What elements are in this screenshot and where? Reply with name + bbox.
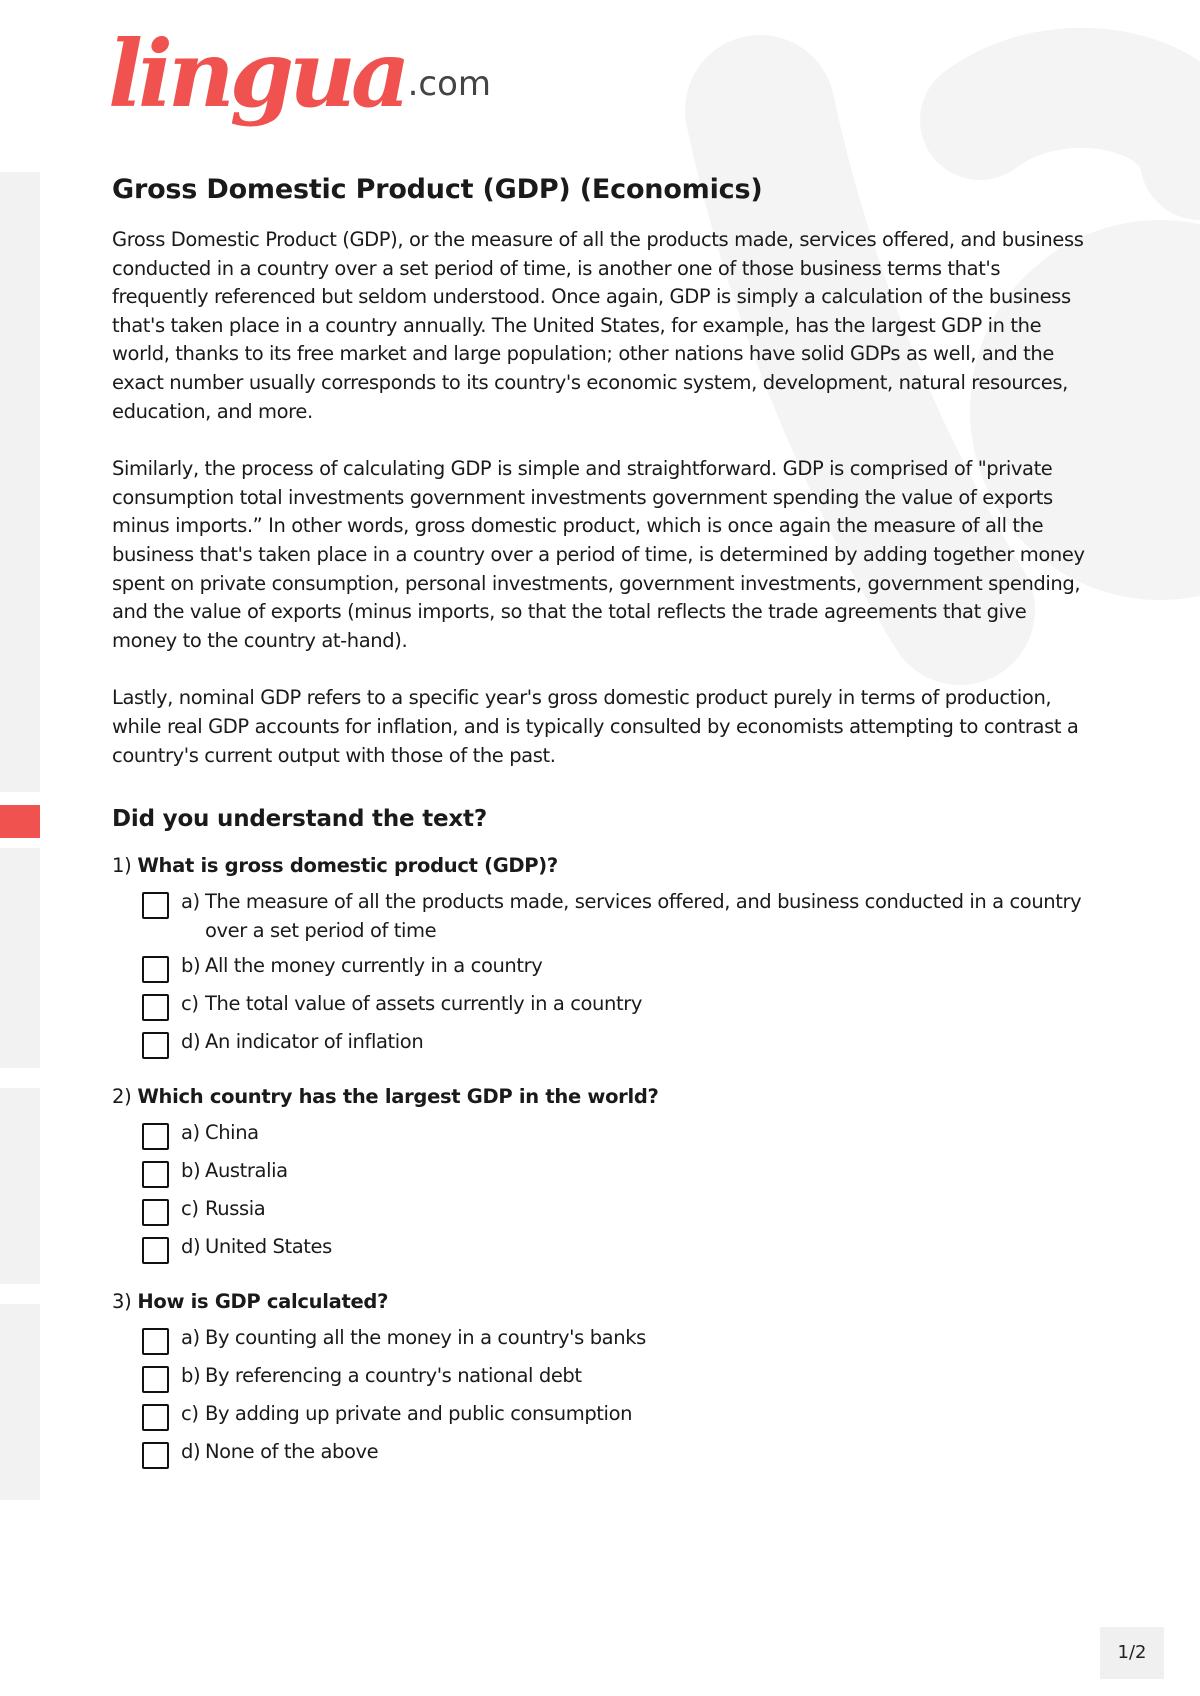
answer-checkbox[interactable] <box>142 1442 169 1469</box>
option-letter: d) <box>181 1235 201 1259</box>
question-line <box>112 852 1092 880</box>
option-letter: d) <box>181 1030 201 1054</box>
answer-option <box>142 1157 1092 1188</box>
option-text: China <box>205 1121 259 1145</box>
question-2 <box>112 1083 1092 1264</box>
answer-option <box>142 1233 1092 1264</box>
option-text: All the money currently in a country <box>205 954 543 978</box>
side-tab-4 <box>0 1304 40 1500</box>
lingua-logo <box>108 20 492 128</box>
question-text: Which country has the largest GDP in the world? <box>137 1085 659 1109</box>
answer-option <box>142 1324 1092 1355</box>
question-number: 1) <box>112 854 132 878</box>
answer-option <box>142 1438 1092 1469</box>
option-text: Australia <box>205 1159 288 1183</box>
article-paragraph: Gross Domestic Product (GDP), or the measure of all the products made, services offered, and business conducted in a country over a set period of time, is another one of those business terms that's frequently referenced but seldom understood. Once again, GDP is simply a calculation of the business that's taken place in a country annually. The United States, for example, has the largest GDP in the world, thanks to its free market and large population; other nations have solid GDPs as well, and the exact number usually corresponds to its country's economic system, development, natural resources, education, and more. <box>112 228 1084 423</box>
answer-checkbox[interactable] <box>142 956 169 983</box>
option-text: United States <box>205 1235 332 1259</box>
answer-option <box>142 1028 1092 1059</box>
answer-checkbox[interactable] <box>142 892 169 919</box>
question-text: What is gross domestic product (GDP)? <box>137 854 558 878</box>
answer-options <box>142 1324 1092 1469</box>
answer-checkbox[interactable] <box>142 1366 169 1393</box>
answer-checkbox[interactable] <box>142 1328 169 1355</box>
answer-checkbox[interactable] <box>142 1237 169 1264</box>
answer-options <box>142 888 1092 1059</box>
option-letter: c) <box>181 1402 199 1426</box>
article-title: Gross Domestic Product (GDP) (Economics) <box>112 174 763 205</box>
option-letter: a) <box>181 1121 200 1145</box>
side-tab-1 <box>0 172 40 792</box>
option-text: The measure of all the products made, services offered, and business conducted in a country over a set period of time <box>205 890 1082 942</box>
option-text: By counting all the money in a country's banks <box>205 1326 646 1350</box>
question-text: How is GDP calculated? <box>137 1290 389 1314</box>
option-text: An indicator of inflation <box>205 1030 424 1054</box>
answer-option <box>142 990 1092 1021</box>
question-line <box>112 1083 1092 1111</box>
side-tab-2 <box>0 848 40 1068</box>
question-1 <box>112 852 1092 1059</box>
answer-checkbox[interactable] <box>142 1032 169 1059</box>
answer-options <box>142 1119 1092 1264</box>
logo-domain: .com <box>407 64 492 104</box>
option-text: By referencing a country's national debt <box>205 1364 582 1388</box>
question-number: 2) <box>112 1085 132 1109</box>
option-letter: b) <box>181 1159 201 1183</box>
option-letter: c) <box>181 1197 199 1221</box>
option-text: Russia <box>205 1197 266 1221</box>
answer-option <box>142 1195 1092 1226</box>
quiz-heading: Did you understand the text? <box>112 806 487 833</box>
question-line <box>112 1288 1092 1316</box>
worksheet-content <box>112 172 1092 1493</box>
option-letter: a) <box>181 1326 200 1350</box>
answer-checkbox[interactable] <box>142 1199 169 1226</box>
question-number: 3) <box>112 1290 132 1314</box>
answer-checkbox[interactable] <box>142 1161 169 1188</box>
option-text: By adding up private and public consumption <box>205 1402 633 1426</box>
article-paragraph: Similarly, the process of calculating GDP is simple and straightforward. GDP is comprised of "private consumption total investments government investments government spending the value of exports minus imports.” In other words, gross domestic product, which is once again the measure of all the business that's taken place in a country over a period of time, is determined by adding together money spent on private consumption, personal investments, government investments, government spending, and the value of exports (minus imports, so that the total reflects the trade agreements that give money to the country at-hand). <box>112 457 1085 652</box>
answer-checkbox[interactable] <box>142 1404 169 1431</box>
option-text: None of the above <box>205 1440 379 1464</box>
answer-option <box>142 1119 1092 1150</box>
option-letter: b) <box>181 1364 201 1388</box>
logo-script: lingua <box>108 20 406 128</box>
answer-option <box>142 888 1092 945</box>
option-letter: b) <box>181 954 201 978</box>
answer-option <box>142 1400 1092 1431</box>
answer-option <box>142 1362 1092 1393</box>
question-3 <box>112 1288 1092 1469</box>
article-paragraph: Lastly, nominal GDP refers to a specific year's gross domestic product purely in terms of production, while real GDP accounts for inflation, and is typically consulted by economists attempting to contrast a country's current output with those of the past. <box>112 686 1079 767</box>
side-tab-3 <box>0 1088 40 1284</box>
option-letter: c) <box>181 992 199 1016</box>
answer-checkbox[interactable] <box>142 1123 169 1150</box>
page-indicator: 1/2 <box>1100 1627 1164 1679</box>
answer-option <box>142 952 1092 983</box>
option-letter: a) <box>181 890 200 914</box>
option-letter: d) <box>181 1440 201 1464</box>
answer-checkbox[interactable] <box>142 994 169 1021</box>
side-tab-accent <box>0 805 40 838</box>
option-text: The total value of assets currently in a country <box>205 992 642 1016</box>
